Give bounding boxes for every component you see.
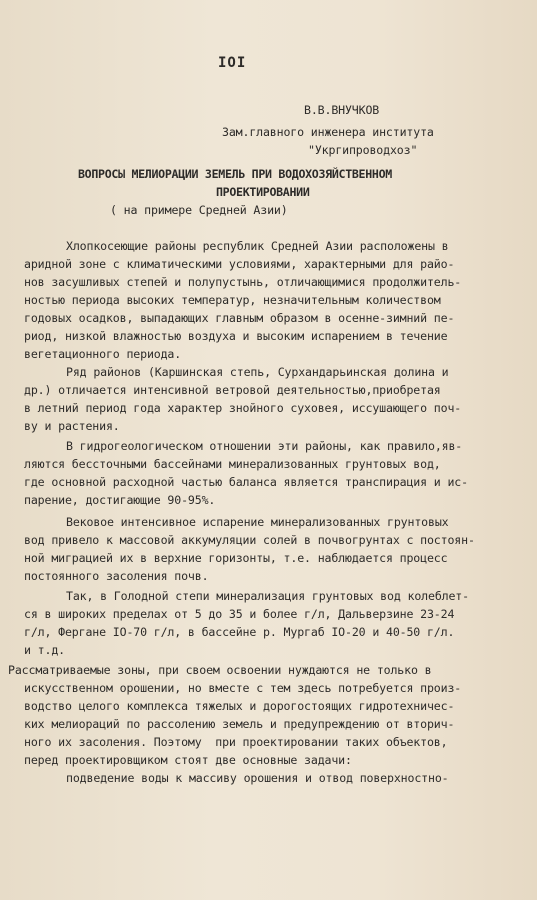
body-line: др.) отличается интенсивной ветровой деятельностью,приобретая bbox=[24, 383, 441, 397]
body-line: ляются бессточными бассейнами минерализованных грунтовых вод, bbox=[24, 457, 441, 471]
body-line: ностью периода высоких температур, незначительным количеством bbox=[24, 293, 441, 307]
body-line: Вековое интенсивное испарение минерализованных грунтовых bbox=[66, 515, 449, 529]
body-line: аридной зоне с климатическими условиями, характерными для райо- bbox=[24, 257, 455, 271]
body-line: ких мелиораций по рассолению земель и предупреждению от вторич- bbox=[24, 717, 455, 731]
body-line: парение, достигающие 90-95%. bbox=[24, 493, 216, 507]
body-line: и т.д. bbox=[24, 643, 65, 657]
body-line: г/л, Фергане IO-70 г/л, в бассейне р. Мургаб IO-20 и 40-50 г/л. bbox=[24, 625, 455, 639]
body-line: риод, низкой влажностью воздуха и высоким испарением в течение bbox=[24, 329, 448, 343]
body-line: в летний период года характер знойного суховея, иссушающего поч- bbox=[24, 401, 462, 415]
body-line: искусственном орошении, но вместе с тем здесь потребуется произ- bbox=[24, 681, 462, 695]
body-line: постоянного засоления почв. bbox=[24, 569, 209, 583]
body-line: ной миграцией их в верхние горизонты, т.е. наблюдается процесс bbox=[24, 551, 448, 565]
body-line: ного их засоления. Поэтому при проектировании таких объектов, bbox=[24, 735, 448, 749]
page-number: IOI bbox=[218, 55, 247, 71]
body-line: ву и растения. bbox=[24, 419, 120, 433]
title-line-2: ПРОЕКТИРОВАНИИ bbox=[216, 185, 310, 199]
body-line: где основной расходной частью баланса является транспирация и ис- bbox=[24, 475, 468, 489]
body-line: перед проектировщиком стоят две основные задачи: bbox=[24, 753, 352, 767]
body-line: нов засушливых степей и полупустынь, отличающимися продолжитель- bbox=[24, 275, 462, 289]
author-institute: "Укргипроводхоз" bbox=[308, 143, 418, 157]
body-line: В гидрогеологическом отношении эти районы, как правило,яв- bbox=[66, 439, 463, 453]
author-position: Зам.главного инженера института bbox=[222, 125, 434, 139]
body-line: Так, в Голодной степи минерализация грунтовых вод колеблет- bbox=[66, 589, 469, 603]
title-line-1: ВОПРОСЫ МЕЛИОРАЦИИ ЗЕМЕЛЬ ПРИ ВОДОХОЗЯЙСТВЕННОМ bbox=[78, 167, 392, 181]
author-name: В.В.ВНУЧКОВ bbox=[304, 103, 380, 117]
body-line: Ряд районов (Каршинская степь, Сурхандарьинская долина и bbox=[66, 365, 449, 379]
body-line: вегетационного периода. bbox=[24, 347, 182, 361]
body-line: вод привело к массовой аккумуляции солей в почвогрунтах с постоян- bbox=[24, 533, 475, 547]
subtitle: ( на примере Средней Азии) bbox=[110, 203, 288, 217]
body-line: водство целого комплекса тяжелых и дорогостоящих гидротехничес- bbox=[24, 699, 455, 713]
body-line: годовых осадков, выпадающих главным образом в осенне-зимний пе- bbox=[24, 311, 455, 325]
body-line: Хлопкосеющие районы республик Средней Азии расположены в bbox=[66, 239, 449, 253]
body-line: Рассматриваемые зоны, при своем освоении нуждаются не только в bbox=[8, 663, 432, 677]
body-line: ся в широких пределах от 5 до 35 и более г/л, Дальверзине 23-24 bbox=[24, 607, 455, 621]
body-line: подведение воды к массиву орошения и отвод поверхностно- bbox=[66, 771, 449, 785]
